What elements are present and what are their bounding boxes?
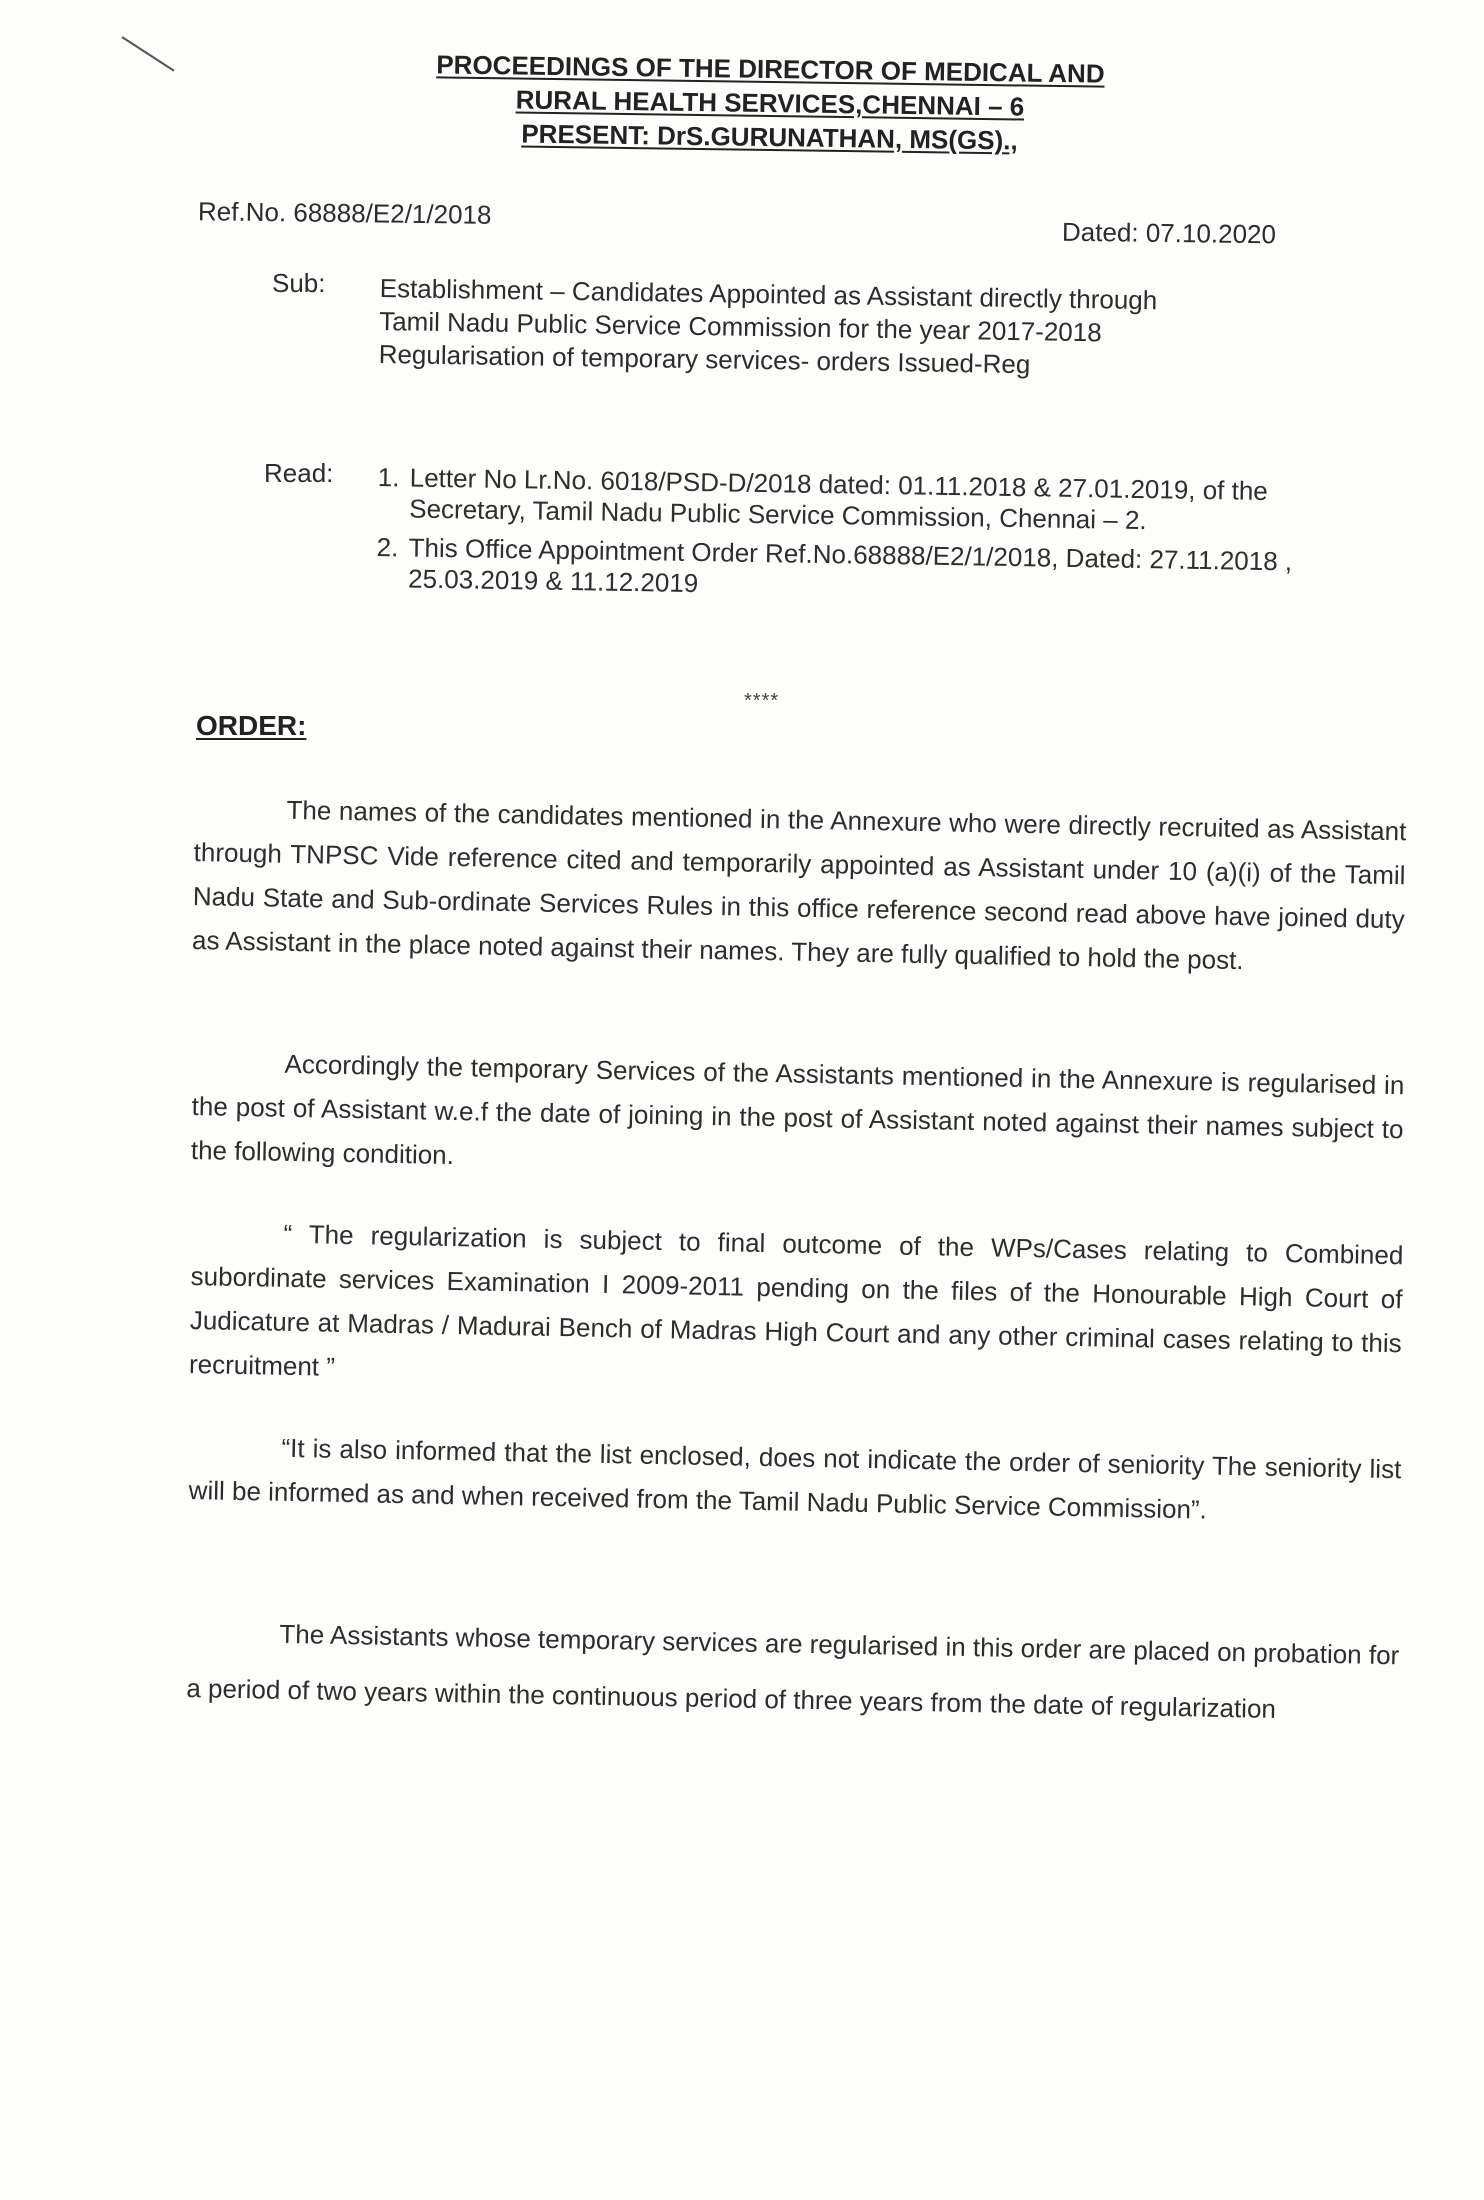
- order-paragraph: “It is also informed that the list enclosed, does not indicate the order of seniority The seniority list will be informed as and when received from the Tamil Nadu Public Service Commission”.: [188, 1432, 1402, 1525]
- order-paragraph: Accordingly the temporary Services of the Assistants mentioned in the Annexure is regularised in the post of Assistant w.e.f the date of joining in the post of Assistant noted against their names subject to the following condition.: [190, 1048, 1405, 1171]
- header-line-2: RURAL HEALTH SERVICES,CHENNAI – 6: [515, 84, 1025, 122]
- order-paragraph: “ The regularization is subject to final outcome of the WPs/Cases relating to Combined subordinate services Examination I 2009-2011 pending on the files of the Honourable High Court of Judicature at Madras / Madurai Bench of Madras High Court and any other criminal cases relating to this recruitment ”: [188, 1218, 1404, 1382]
- header-line-1: PROCEEDINGS OF THE DIRECTOR OF MEDICAL AND: [436, 49, 1105, 89]
- order-heading: ORDER:: [196, 710, 307, 741]
- order-paragraph: The Assistants whose temporary services are regularised in this order are placed on probation for a period of two years within the continuous period of three years from the date of regularization: [186, 1618, 1400, 1724]
- read-references: [376, 462, 1358, 617]
- read-item: [376, 532, 1357, 609]
- subject-label: Sub:: [272, 268, 326, 298]
- section-separator: ****: [744, 690, 780, 712]
- read-label: Read:: [264, 458, 334, 488]
- read-item: [377, 462, 1358, 539]
- read-item-number: 1.: [377, 462, 400, 493]
- document-date: Dated: 07.10.2020: [1061, 216, 1277, 250]
- read-item-number: 2.: [376, 531, 399, 563]
- order-paragraph: The names of the candidates mentioned in the Annexure who were directly recruited as Assistant through TNPSC Vide reference cited and temporarily appointed as Assistant under 10 (a)(i) of the Tamil Nadu State and Sub-ordinate Services Rules in this office reference second read above have joined duty as Assistant in the place noted against their names. They are fully qualified to hold the post.: [191, 794, 1407, 976]
- read-item-text: Letter No Lr.No. 6018/PSD-D/2018 dated: 01.11.2018 & 27.01.2019, of the Secretary, Tamil Nadu Public Service Commission, Chennai – 2.: [409, 462, 1269, 536]
- subject-text: Establishment – Candidates Appointed as Assistant directly through Tamil Nadu Public Service Commission for the year 2017-2018 Regularisation of temporary services- orders Issued-Reg: [378, 272, 1158, 380]
- proceedings-header: [359, 46, 1180, 159]
- header-line-3: PRESENT: DrS.GURUNATHAN, MS(GS).,: [521, 118, 1018, 156]
- scan-mark: [121, 36, 174, 71]
- read-item-text: This Office Appointment Order Ref.No.68888/E2/1/2018, Dated: 27.11.2018 , 25.03.2019 & 11.12.2019: [407, 532, 1293, 599]
- reference-number: Ref.No. 68888/E2/1/2018: [197, 196, 492, 230]
